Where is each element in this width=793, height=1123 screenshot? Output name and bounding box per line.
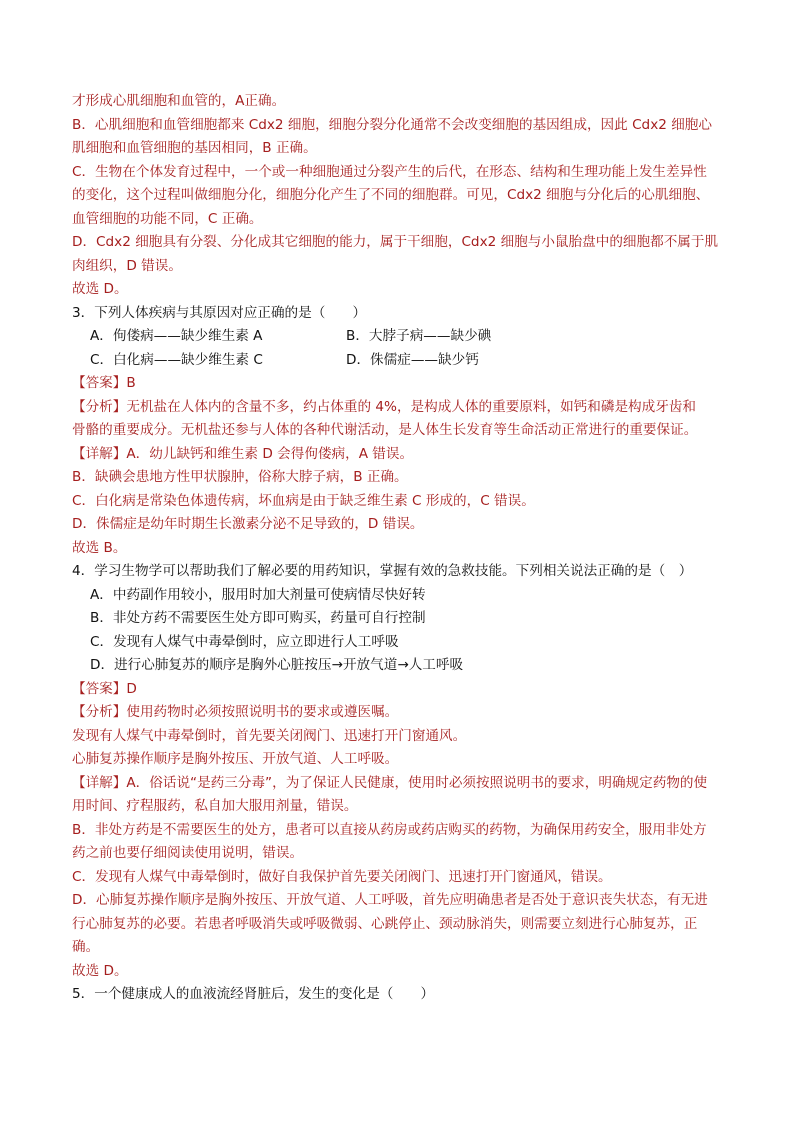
q4-answer xyxy=(72,678,732,702)
q3-option-d: D．侏儒症——缺少钙 xyxy=(346,351,479,368)
q4-detail-d: D．心肺复苏操作顺序是胸外按压、开放气道、人工呼吸，首先应明确患者是否处于意识丧失状态，有无进 xyxy=(72,892,708,908)
q3-analysis-tag: 【分析】 xyxy=(72,398,127,415)
prev-analysis-b-cont: 肌细胞和血管细胞的基因相同，B 正确。 xyxy=(72,140,317,156)
q3-analysis-text1: 无机盐在人体内的含量不多，约占体重的 4%，是构成人体的重要原料，如钙和磷是构成牙齿和 xyxy=(126,398,697,415)
q3-stem: 3．下列人体疾病与其原因对应正确的是（ ） xyxy=(72,304,367,321)
prev-analysis-d-cont: 肉组织，D 错误。 xyxy=(72,257,182,274)
q4-analysis-line2: 发现有人煤气中毒晕倒时，首先要关闭阀门、迅速打开门窗通风。 xyxy=(72,727,467,744)
q3-detail-tag: 【详解】 xyxy=(72,445,127,462)
q3-option-a: A．佝偻病——缺少维生素 A xyxy=(90,328,263,344)
q3-answer xyxy=(72,372,732,396)
q4-detail-d-cont: 行心肺复苏的必要。若患者呼吸消失或呼吸微弱、心跳停止、颈动脉消失，则需要立刻进行心肺复苏，正 xyxy=(72,915,698,932)
q3-options-row2 xyxy=(72,349,732,373)
q4-analysis-line1 xyxy=(72,701,732,725)
q3-conclusion: 故选 B。 xyxy=(72,539,127,556)
q4-analysis-text1: 使用药物时必须按照说明书的要求或遵医嘱。 xyxy=(126,704,399,720)
q5-stem: 5．一个健康成人的血液流经肾脏后，发生的变化是（ ） xyxy=(72,986,435,1002)
q3-detail-c: C．白化病是常染色体遗传病，坏血病是由于缺乏维生素 C 形成的，C 错误。 xyxy=(72,492,535,509)
q4-detail-a-cont: 用时间、疗程服药，私自加大服用剂量，错误。 xyxy=(72,798,358,814)
q4-detail-b-cont: 药之前也要仔细阅读使用说明，错误。 xyxy=(72,845,304,861)
q3-answer-value: B xyxy=(126,375,136,391)
q3-option-c: C．白化病——缺少维生素 C xyxy=(90,351,263,368)
q4-analysis-tag: 【分析】 xyxy=(72,704,127,720)
q4-analysis-line3: 心肺复苏操作顺序是胸外按压、开放气道、人工呼吸。 xyxy=(72,751,399,767)
q3-detail-b: B．缺碘会患地方性甲状腺肿，俗称大脖子病，B 正确。 xyxy=(72,469,408,485)
prev-analysis-c-cont2: 血管细胞的功能不同，C 正确。 xyxy=(72,210,263,227)
q3-option-b: B．大脖子病——缺少碘 xyxy=(346,328,492,344)
q3-detail-a-text: A．幼儿缺钙和维生素 D 会得佝偻病，A 错误。 xyxy=(126,445,414,462)
q4-option-d: D．进行心肺复苏的顺序是胸外心脏按压→开放气道→人工呼吸 xyxy=(90,657,464,673)
q4-option-b: B．非处方药不需要医生处方即可购买，药量可自行控制 xyxy=(90,610,426,626)
q3-detail-a xyxy=(72,443,732,467)
q3-answer-tag: 【答案】 xyxy=(72,375,127,391)
prev-analysis-c-cont: 的变化，这个过程叫做细胞分化，细胞分化产生了不同的细胞群。可见，Cdx2 细胞与分化后的心肌细胞、 xyxy=(72,187,710,203)
prev-analysis-b: B．心肌细胞和血管细胞都来 Cdx2 细胞，细胞分裂分化通常不会改变细胞的基因组成，因此 Cdx2 细胞心 xyxy=(72,116,712,133)
q4-stem: 4．学习生物学可以帮助我们了解必要的用药知识，掌握有效的急救技能。下列相关说法正确的是（ ） xyxy=(72,563,693,579)
document-page xyxy=(72,90,732,1007)
q4-detail-a-text: A．俗话说“是药三分毒”，为了保证人民健康，使用时必须按照说明书的要求，明确规定药物的使 xyxy=(126,774,708,791)
q3-detail-d: D．侏儒症是幼年时期生长激素分泌不足导致的，D 错误。 xyxy=(72,516,424,532)
q4-detail-b: B．非处方药是不需要医生的处方，患者可以直接从药房或药店购买的药物，为确保用药安全，服用非处方 xyxy=(72,821,707,838)
prev-analysis-d: D．Cdx2 细胞具有分裂、分化成其它细胞的能力，属于干细胞，Cdx2 细胞与小鼠胎盘中的细胞都不属于肌 xyxy=(72,234,719,250)
q4-detail-tag: 【详解】 xyxy=(72,774,127,791)
q4-answer-value: D xyxy=(126,680,137,697)
q4-detail-c: C．发现有人煤气中毒晕倒时，做好自我保护首先要关闭阀门、迅速打开门窗通风，错误。 xyxy=(72,868,612,885)
prev-analysis-c: C．生物在个体发育过程中，一个或一种细胞通过分裂产生的后代，在形态、结构和生理功能上发生差异性 xyxy=(72,163,707,180)
q3-options-row1 xyxy=(72,325,732,349)
q4-answer-tag: 【答案】 xyxy=(72,680,127,697)
q4-conclusion: 故选 D。 xyxy=(72,962,128,979)
q4-option-c: C．发现有人煤气中毒晕倒时，应立即进行人工呼吸 xyxy=(90,633,399,650)
prev-analysis-a-tail: 才形成心肌细胞和血管的，A正确。 xyxy=(72,93,286,109)
q4-detail-d-cont2: 确。 xyxy=(72,939,100,955)
q4-option-a: A．中药副作用较小，服用时加大剂量可使病情尽快好转 xyxy=(90,586,426,603)
q3-analysis-line1 xyxy=(72,396,732,420)
q3-analysis-line2: 骨骼的重要成分。无机盐还参与人体的各种代谢活动，是人体生长发育等生命活动正常进行的重要保证。 xyxy=(72,422,698,438)
q4-detail-a xyxy=(72,772,732,796)
prev-conclusion: 故选 D。 xyxy=(72,281,128,297)
